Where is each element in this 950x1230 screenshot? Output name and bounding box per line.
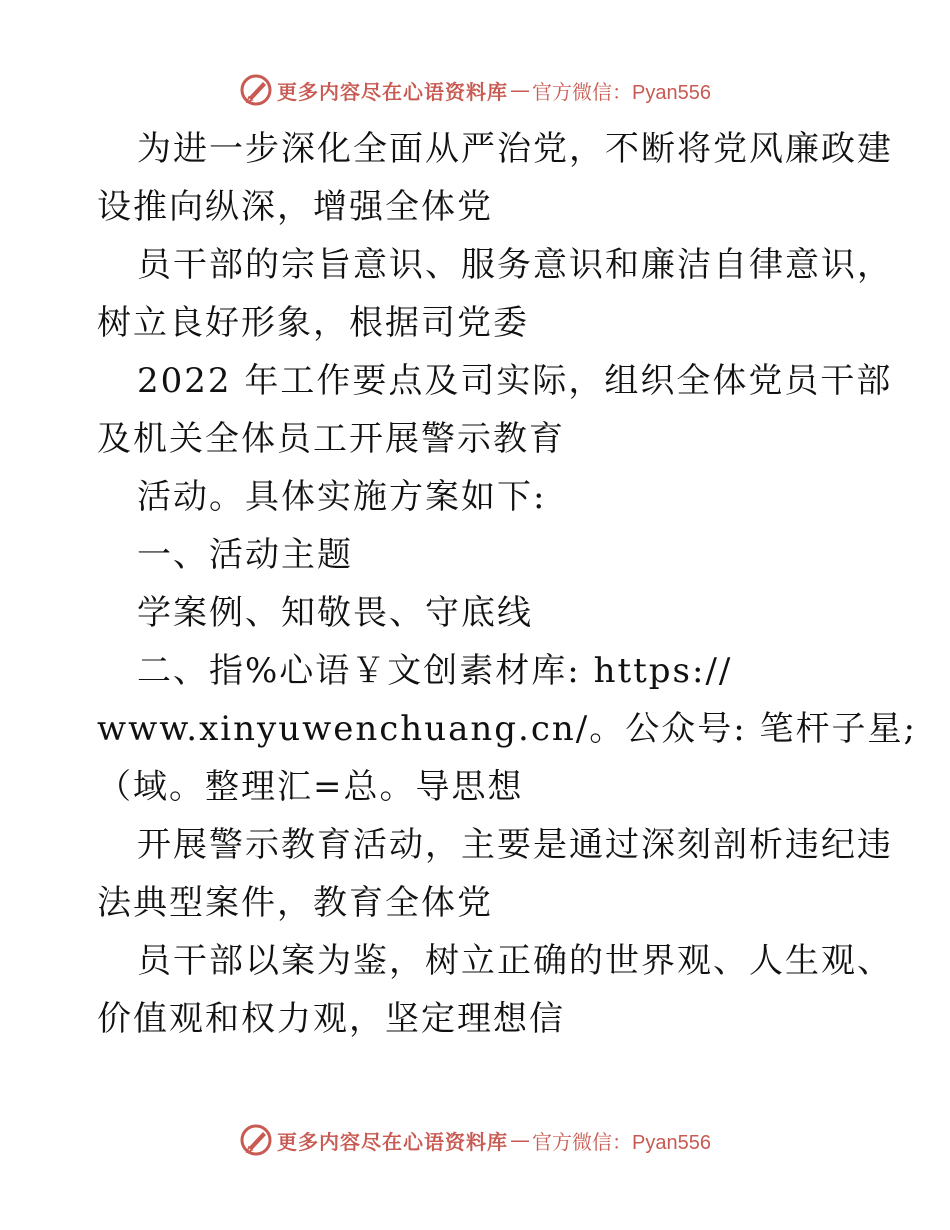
text-line: （域。整理汇=总。导思想 xyxy=(97,767,524,807)
text-line: 为进一步深化全面从严治党，不断将党风廉政建 xyxy=(137,129,893,169)
text-line: 员干部以案为鉴，树立正确的世界观、人生观、 xyxy=(137,941,893,981)
header-banner xyxy=(0,70,950,110)
banner-contact: 官方微信：Pyan556 xyxy=(532,1131,711,1154)
text-line: 开展警示教育活动，主要是通过深刻剖析违纪违 xyxy=(137,825,893,865)
banner-title: 更多内容尽在心语资料库 xyxy=(277,1129,509,1154)
pen-logo-icon xyxy=(239,73,273,107)
text-line: 法典型案件，教育全体党 xyxy=(97,883,493,923)
banner-title: 更多内容尽在心语资料库 xyxy=(277,79,509,104)
banner-dash: — xyxy=(510,78,531,102)
section-heading: 一、活动主题 xyxy=(137,535,353,575)
text-line: www.xinyuwenchuang.cn/。公众号: 笔杆子星; xyxy=(97,709,917,749)
text-line: 员干部的宗旨意识、服务意识和廉洁自律意识， xyxy=(137,245,893,285)
banner-dash: — xyxy=(510,1128,531,1152)
text-line: 设推向纵深，增强全体党 xyxy=(97,187,493,227)
text-line: 价值观和权力观，坚定理想信 xyxy=(97,999,565,1039)
text-line: 树立良好形象，根据司党委 xyxy=(97,303,529,343)
text-line: 及机关全体员工开展警示教育 xyxy=(97,419,565,459)
footer-banner xyxy=(0,1120,950,1160)
text-line: 2022 年工作要点及司实际，组织全体党员干部 xyxy=(137,361,893,401)
section-heading: 二、指%心语￥文创素材库: https:// xyxy=(137,651,733,691)
text-line: 学案例、知敬畏、守底线 xyxy=(137,593,533,633)
document-body xyxy=(97,120,917,1048)
pen-logo-icon xyxy=(239,1123,273,1157)
text-line: 活动。具体实施方案如下: xyxy=(137,477,547,517)
banner-contact: 官方微信：Pyan556 xyxy=(532,81,711,104)
